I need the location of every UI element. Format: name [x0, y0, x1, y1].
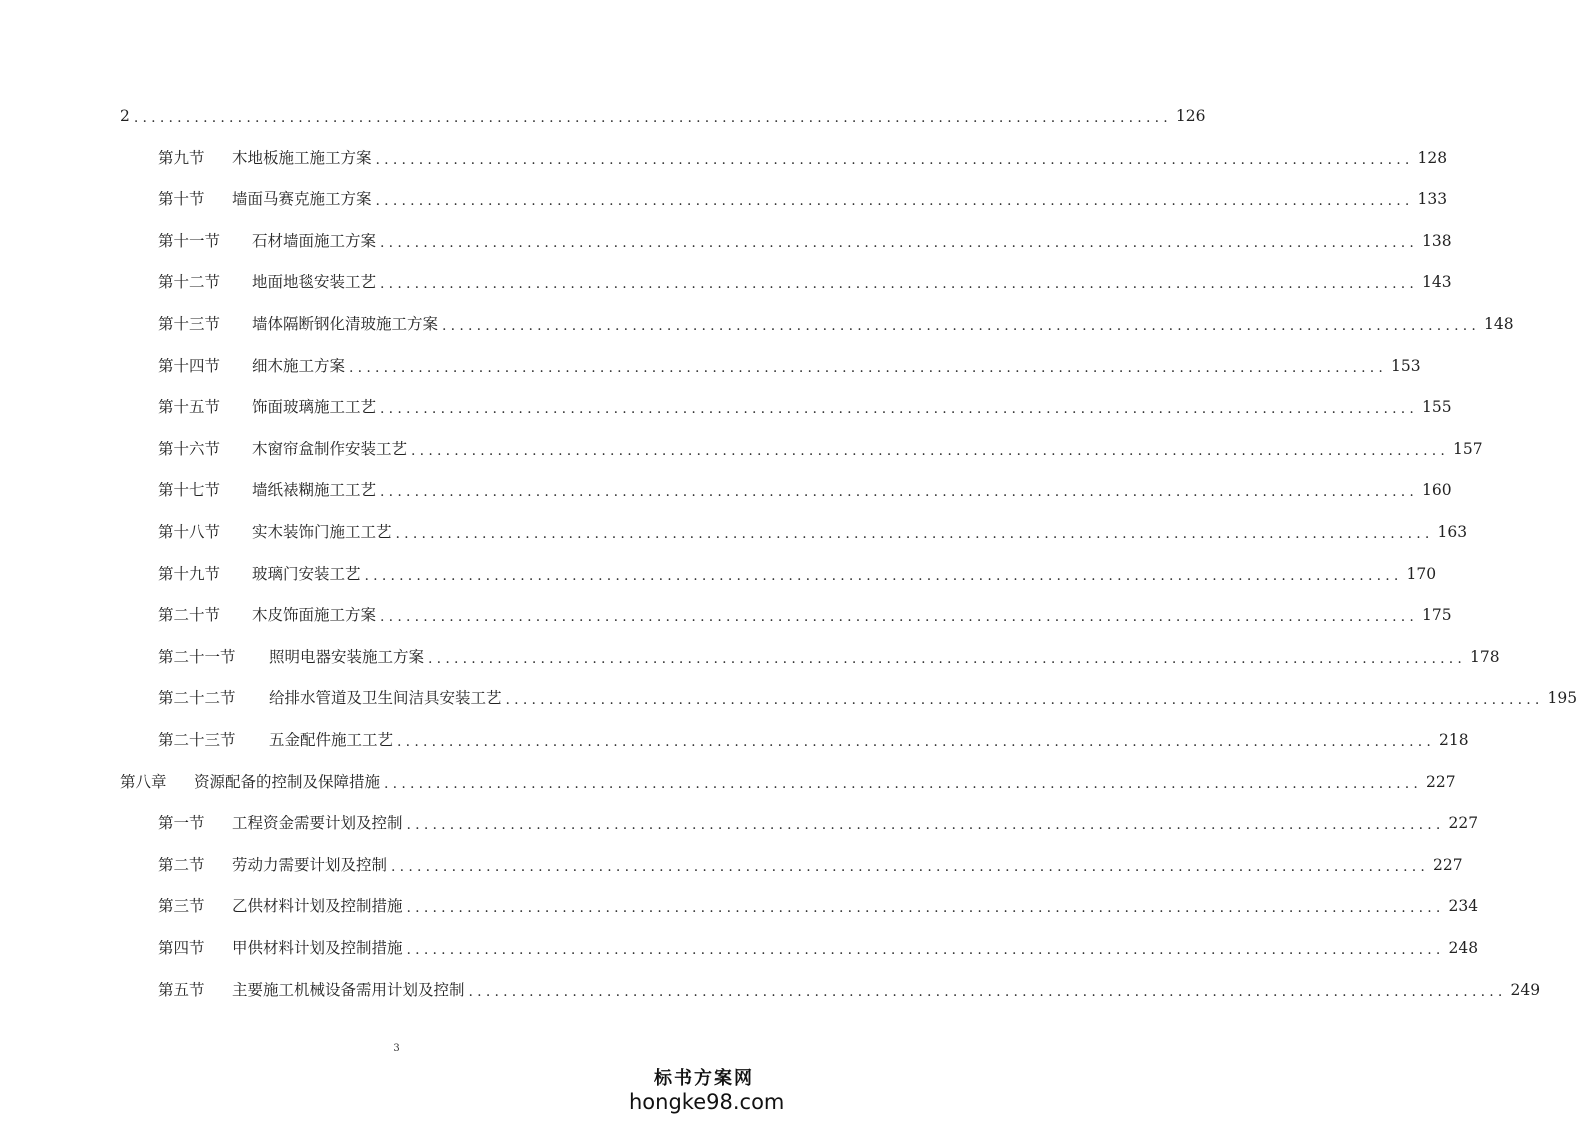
toc-entry-lead [158, 436, 407, 462]
toc-section-number: 第十一节 [158, 231, 221, 250]
toc-entry-lead [158, 561, 361, 587]
toc-entry[interactable] [158, 727, 1469, 753]
toc-leader-dots: ........................................................................................................................ [349, 359, 1388, 376]
toc-entry[interactable] [120, 769, 1456, 795]
toc-page-number: 153 [1391, 356, 1421, 375]
toc-section-number: 第八章 [120, 772, 167, 791]
page-number: 3 [393, 1043, 400, 1054]
toc-title: 五金配件施工工艺 [269, 731, 394, 749]
toc-section-number: 第十九节 [158, 564, 221, 583]
toc-leader-dots: ........................................................................................................................ [406, 900, 1445, 917]
toc-leader-dots: ........................................................................................................................ [397, 734, 1436, 750]
toc-page-number: 195 [1547, 689, 1577, 708]
toc-leader-dots: ........................................................................................................................ [391, 858, 1430, 875]
toc-entry[interactable] [158, 394, 1452, 420]
toc-title: 石材墙面施工方案 [252, 231, 377, 250]
toc-section-number: 第二十三节 [158, 731, 236, 749]
toc-leader-dots: ........................................................................................................................ [505, 692, 1544, 709]
toc-leader-dots: ........................................................................................................................ [411, 442, 1450, 459]
toc-leader-dots: ........................................................................................................................ [406, 817, 1445, 834]
toc-section-number: 第九节 [158, 148, 205, 167]
toc-entry[interactable] [158, 145, 1448, 171]
toc-page-number: 160 [1422, 481, 1452, 500]
toc-entry[interactable] [158, 644, 1500, 670]
toc-title: 照明电器安装施工方案 [269, 647, 425, 666]
toc-section-number: 第二节 [158, 855, 205, 874]
toc-section-number: 第十节 [158, 190, 205, 209]
toc-page-number: 126 [1175, 107, 1206, 125]
toc-leader-dots: ........................................................................................................................ [133, 110, 1172, 126]
toc-entry[interactable] [158, 519, 1468, 545]
toc-entry[interactable] [158, 935, 1479, 961]
toc-section-number: 第十三节 [158, 315, 221, 333]
toc-page-number: 218 [1439, 731, 1469, 749]
toc-entry[interactable] [158, 353, 1421, 379]
toc-entry[interactable] [158, 685, 1577, 711]
toc-leader-dots: ........................................................................................................................ [384, 775, 1423, 792]
toc-title: 地面地毯安装工艺 [252, 273, 377, 292]
toc-page-number: 133 [1417, 190, 1448, 209]
toc-page-number: 249 [1510, 980, 1541, 999]
toc-title: 2 [120, 107, 130, 125]
toc-title: 墙纸裱糊施工工艺 [252, 481, 377, 500]
toc-section-number: 第一节 [158, 814, 205, 833]
toc-page-number: 138 [1422, 231, 1452, 250]
toc-entry-lead [158, 644, 424, 670]
toc-entry-lead [158, 519, 392, 545]
toc-page-number: 227 [1433, 855, 1463, 874]
toc-entry-lead [158, 977, 465, 1003]
toc-page-number: 227 [1426, 772, 1456, 791]
toc-page-number: 248 [1448, 939, 1479, 957]
toc-title: 资源配备的控制及保障措施 [194, 772, 381, 791]
toc-section-number: 第十八节 [158, 523, 221, 541]
toc-title: 甲供材料计划及控制措施 [232, 939, 403, 957]
toc-title: 实木装饰门施工工艺 [252, 523, 392, 541]
toc-title: 给排水管道及卫生间洁具安装工艺 [269, 689, 502, 708]
toc-title: 乙供材料计划及控制措施 [232, 897, 403, 916]
toc-title: 工程资金需要计划及控制 [232, 814, 403, 833]
toc-section-number: 第五节 [158, 980, 205, 999]
toc-title: 劳动力需要计划及控制 [232, 855, 388, 874]
toc-entry-lead [120, 103, 130, 129]
toc-entry-lead [158, 727, 393, 753]
toc-entry-lead [158, 145, 372, 171]
toc-page-number: 128 [1417, 148, 1448, 167]
toc-entry-lead [158, 893, 403, 919]
toc-entry-lead [158, 394, 376, 420]
toc-entry[interactable] [158, 602, 1452, 628]
toc-entry[interactable] [158, 228, 1452, 254]
toc-title: 玻璃门安装工艺 [252, 564, 361, 583]
toc-entry-lead [120, 769, 380, 795]
toc-entry[interactable] [158, 186, 1448, 212]
toc-leader-dots: ........................................................................................................................ [380, 609, 1419, 626]
toc-leader-dots: ........................................................................................................................ [380, 234, 1419, 251]
toc-leader-dots: ........................................................................................................................ [364, 567, 1403, 584]
toc-page-number: 170 [1406, 564, 1437, 583]
toc-section-number: 第三节 [158, 897, 205, 916]
toc-title: 墙面马赛克施工方案 [232, 190, 372, 209]
toc-title: 主要施工机械设备需用计划及控制 [232, 980, 465, 999]
toc-entry-lead [158, 935, 403, 961]
toc-leader-dots: ........................................................................................................................ [380, 484, 1419, 501]
toc-entry-lead [158, 602, 376, 628]
toc-section-number: 第十二节 [158, 273, 221, 292]
toc-section-number: 第十四节 [158, 356, 221, 375]
toc-section-number: 第十五节 [158, 398, 221, 417]
toc-section-number: 第四节 [158, 939, 205, 957]
toc-leader-dots: ........................................................................................................................ [406, 942, 1445, 958]
toc-leader-dots: ........................................................................................................................ [442, 318, 1481, 334]
toc-section-number: 第十七节 [158, 481, 221, 500]
toc-title: 木皮饰面施工方案 [252, 606, 377, 625]
watermark-name: 标书方案网 [654, 1068, 754, 1089]
toc-page-number: 227 [1448, 814, 1479, 833]
toc-title: 饰面玻璃施工工艺 [252, 398, 377, 417]
toc-section-number: 第二十二节 [158, 689, 236, 708]
toc-page-number: 178 [1470, 647, 1500, 666]
toc-entry[interactable] [158, 810, 1479, 836]
toc-entry-lead [158, 353, 345, 379]
toc-leader-dots: ........................................................................................................................ [380, 401, 1419, 418]
toc-title: 细木施工方案 [252, 356, 346, 375]
toc-leader-dots: ........................................................................................................................ [380, 276, 1419, 293]
toc-entry-lead [158, 311, 438, 337]
toc-entry[interactable] [158, 852, 1463, 878]
toc-entry[interactable] [158, 977, 1541, 1003]
toc-section-number: 第二十一节 [158, 647, 236, 666]
toc-entry-lead [158, 269, 376, 295]
toc-section-number: 第十六节 [158, 439, 221, 458]
toc-page-number: 163 [1437, 523, 1468, 541]
toc-page-number: 155 [1422, 398, 1452, 417]
toc-entry-lead [158, 186, 372, 212]
toc-entry[interactable] [158, 561, 1437, 587]
toc-entry-lead [158, 852, 387, 878]
toc-entry-lead [158, 228, 376, 254]
watermark-logo [629, 1068, 785, 1114]
toc-entry[interactable] [158, 269, 1452, 295]
toc-entry-lead [158, 685, 502, 711]
toc-page-number: 234 [1448, 897, 1479, 916]
toc-entry[interactable] [120, 103, 1206, 129]
toc-page-number: 175 [1422, 606, 1452, 625]
toc-section-number: 第二十节 [158, 606, 221, 625]
toc-entry-lead [158, 810, 403, 836]
toc-title: 木窗帘盒制作安装工艺 [252, 439, 408, 458]
toc-leader-dots: ........................................................................................................................ [375, 193, 1414, 210]
toc-leader-dots: ........................................................................................................................ [375, 151, 1414, 168]
toc-leader-dots: ........................................................................................................................ [428, 650, 1467, 667]
toc-entry[interactable] [158, 311, 1514, 337]
toc-entry[interactable] [158, 436, 1483, 462]
toc-entry[interactable] [158, 893, 1479, 919]
toc-page-number: 148 [1484, 315, 1514, 333]
toc-title: 墙体隔断钢化清玻施工方案 [252, 315, 439, 333]
toc-leader-dots: ........................................................................................................................ [468, 983, 1507, 1000]
toc-title: 木地板施工施工方案 [232, 148, 372, 167]
toc-page-number: 143 [1422, 273, 1452, 292]
toc-page-number: 157 [1453, 439, 1483, 458]
toc-leader-dots: ........................................................................................................................ [395, 526, 1434, 542]
watermark-url: hongke98.com [629, 1090, 785, 1114]
toc-entry[interactable] [158, 477, 1452, 503]
toc-entry-lead [158, 477, 376, 503]
